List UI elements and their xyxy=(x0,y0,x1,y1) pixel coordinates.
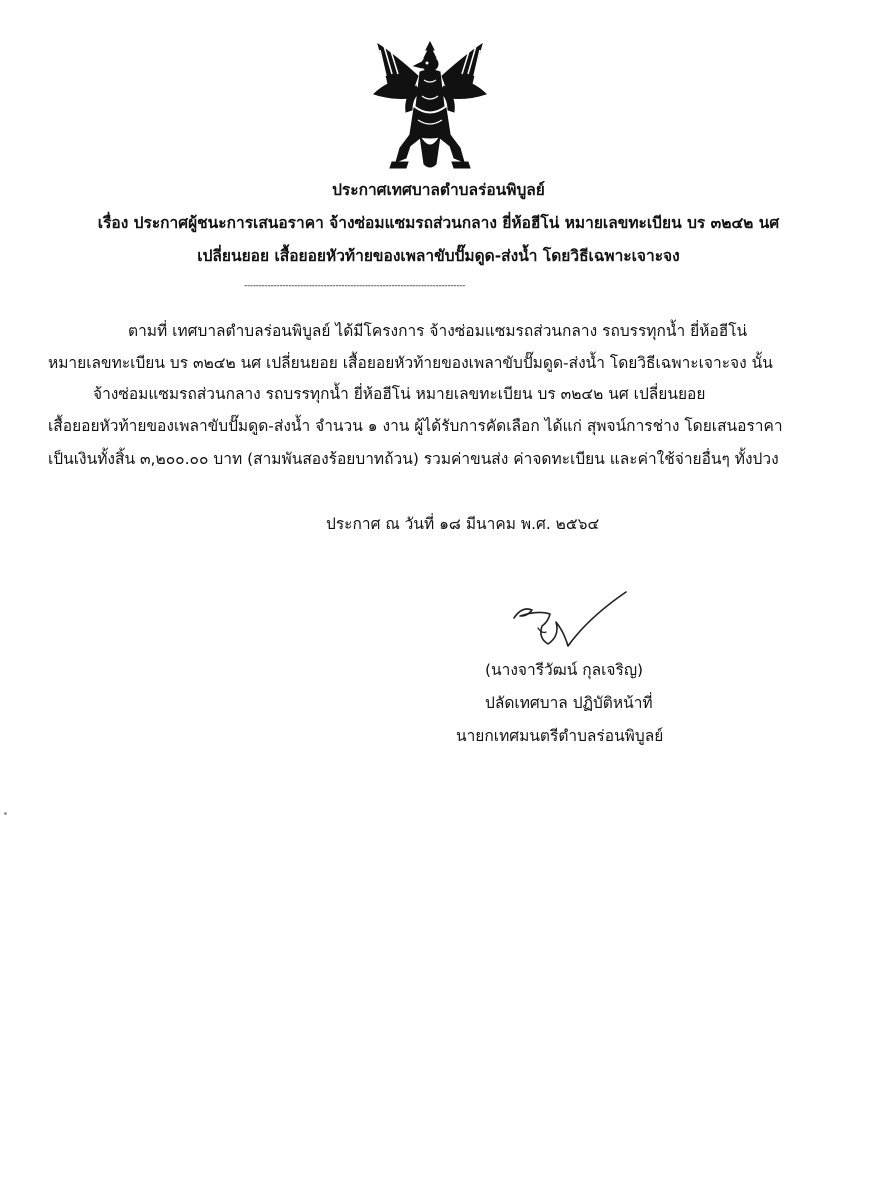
announcement-date: ประกาศ ณ วันที่ ๑๘ มีนาคม พ.ศ. ๒๕๖๔ xyxy=(326,515,600,533)
subject-line-2: เปลี่ยนยอย เสื้อยอยหัวท้ายของเพลาขับปั๊มดูด-ส่งน้ำ โดยวิธีเฉพาะเจาะจง xyxy=(197,247,680,265)
separator-line: --------------------------------------------------------------------------- xyxy=(244,281,466,291)
signature-mark xyxy=(508,588,632,652)
subject-line-1: เรื่อง ประกาศผู้ชนะการเสนอราคา จ้างซ่อมแซมรถส่วนกลาง ยี่ห้อฮีโน่ หมายเลขทะเบียน บร ๓๒๔๒ นศ xyxy=(97,214,780,232)
signatory-position-1: ปลัดเทศบาล ปฏิบัติหน้าที่ xyxy=(485,694,653,712)
body-line-5: เป็นเงินทั้งสิ้น ๓,๒๐๐.๐๐ บาท (สามพันสองร้อยบาทถ้วน) รวมค่าขนส่ง ค่าจดทะเบียน และค่าใช้จ่ายอื่นๆ ทั้งปวง xyxy=(48,450,779,468)
scan-speck xyxy=(4,812,7,815)
body-line-4: เสื้อยอยหัวท้ายของเพลาขับปั๊มดูด-ส่งน้ำ จำนวน ๑ งาน ผู้ได้รับการคัดเลือก ได้แก่ สุพจน์การช่าง โดยเสนอราคา xyxy=(48,417,783,435)
body-line-1: ตามที่ เทศบาลตำบลร่อนพิบูลย์ ได้มีโครงการ จ้างซ่อมแซมรถส่วนกลาง รถบรรทุกน้ำ ยี่ห้อฮีโน่ xyxy=(128,322,748,340)
garuda-emblem-icon xyxy=(366,36,494,176)
body-line-2: หมายเลขทะเบียน บร ๓๒๔๒ นศ เปลี่ยนยอย เสื้อยอยหัวท้ายของเพลาขับปั๊มดูด-ส่งน้ำ โดยวิธีเฉพาะเจาะจง นั้น xyxy=(48,354,773,372)
body-line-3: จ้างซ่อมแซมรถส่วนกลาง รถบรรทุกน้ำ ยี่ห้อฮีโน่ หมายเลขทะเบียน บร ๓๒๔๒ นศ เปลี่ยนยอย xyxy=(93,385,706,403)
signatory-name: (นางจารีวัฒน์ กุลเจริญ) xyxy=(485,661,644,679)
document-title: ประกาศเทศบาลตำบลร่อนพิบูลย์ xyxy=(332,181,545,199)
signatory-position-2: นายกเทศมนตรีตำบลร่อนพิบูลย์ xyxy=(456,727,664,745)
